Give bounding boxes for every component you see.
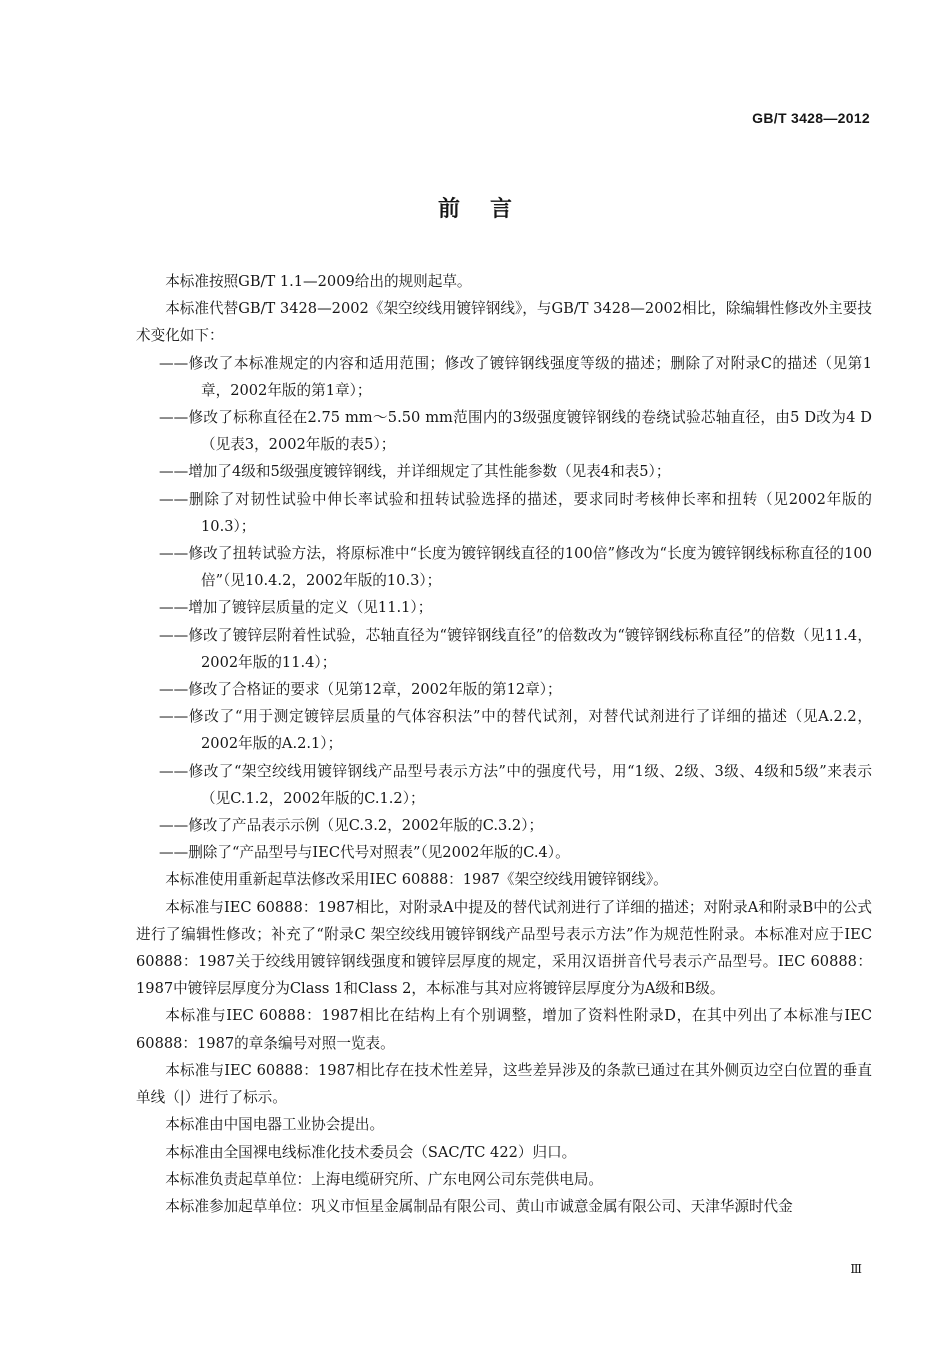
list-item: ——删除了对韧性试验中伸长率试验和扭转试验选择的描述，要求同时考核伸长率和扭转（见2002年版的10.3）； (159, 490, 872, 535)
list-item: ——删除了“产品型号与IEC代号对照表”（见2002年版的C.4）。 (159, 844, 570, 862)
list-item: ——修改了扭转试验方法，将原标准中“长度为镀锌钢线直径的100倍”修改为“长度为镀锌钢线标称直径的100倍”（见10.4.2，2002年版的10.3）； (159, 545, 872, 590)
paragraph: 本标准代替GB/T 3428—2002《架空绞线用镀锌钢线》，与GB/T 3428—2002相比，除编辑性修改外主要技术变化如下： (136, 300, 872, 345)
list-item: ——修改了合格证的要求（见第12章，2002年版的第12章）； (159, 681, 562, 699)
paragraph: 本标准与IEC 60888：1987相比，对附录A中提及的替代试剂进行了详细的描述；对附录A和附录B中的公式进行了编辑性修改；补充了“附录C 架空绞线用镀锌钢线产品型号表示方法”作为规范性附录。本标准对应于IEC 60888：1987关于绞线用镀锌钢线强度和镀锌层厚度的规定，采用汉语拼音代号表示产品型号。IEC 60888：1987中镀锌层厚度分为Class 1和Class 2，本标准与其对应将镀锌层厚度分为A级和B级。 (136, 898, 872, 998)
document-body (136, 268, 872, 1220)
paragraph: 本标准与IEC 60888：1987相比在结构上有个别调整，增加了资料性附录D，在其中列出了本标准与IEC 60888：1987的章条编号对照一览表。 (136, 1007, 872, 1052)
list-item: ——增加了镀锌层质量的定义（见11.1）； (159, 599, 433, 617)
list-item: ——修改了产品表示示例（见C.3.2，2002年版的C.3.2）； (159, 817, 544, 835)
list-item: ——修改了“用于测定镀锌层质量的气体容积法”中的替代试剂，对替代试剂进行了详细的描述（见A.2.2，2002年版的A.2.1）； (159, 708, 872, 753)
list-item: ——增加了4级和5级强度镀锌钢线，并详细规定了其性能参数（见表4和表5）； (159, 463, 671, 481)
standard-code: GB/T 3428—2012 (752, 110, 870, 126)
paragraph: 本标准由全国裸电线标准化技术委员会（SAC/TC 422）归口。 (165, 1143, 577, 1161)
paragraph: 本标准与IEC 60888：1987相比存在技术性差异，这些差异涉及的条款已通过在其外侧页边空白位置的垂直单线（|）进行了标示。 (136, 1061, 872, 1107)
page-number: Ⅲ (850, 1262, 862, 1276)
page-title: 前言 (437, 197, 542, 222)
paragraph: 本标准参加起草单位：巩义市恒星金属制品有限公司、黄山市诚意金属有限公司、天津华源时代金 (165, 1197, 793, 1215)
paragraph: 本标准使用重新起草法修改采用IEC 60888：1987《架空绞线用镀锌钢线》。 (165, 871, 668, 889)
list-item: ——修改了镀锌层附着性试验，芯轴直径为“镀锌钢线直径”的倍数改为“镀锌钢线标称直径”的倍数（见11.4，2002年版的11.4）； (159, 626, 872, 671)
paragraph: 本标准按照GB/T 1.1—2009给出的规则起草。 (165, 273, 472, 290)
list-item: ——修改了本标准规定的内容和适用范围；修改了镀锌钢线强度等级的描述；删除了对附录C的描述（见第1章，2002年版的第1章）； (159, 354, 872, 399)
paragraph: 本标准由中国电器工业协会提出。 (165, 1116, 385, 1134)
paragraph: 本标准负责起草单位：上海电缆研究所、广东电网公司东莞供电局。 (165, 1170, 604, 1188)
list-item: ——修改了“架空绞线用镀锌钢线产品型号表示方法”中的强度代号，用“1级、2级、3级、4级和5级”来表示（见C.1.2，2002年版的C.1.2）； (159, 762, 872, 807)
list-item: ——修改了标称直径在2.75 mm～5.50 mm范围内的3级强度镀锌钢线的卷绕试验芯轴直径，由5 D改为4 D（见表3，2002年版的表5）； (159, 409, 872, 454)
